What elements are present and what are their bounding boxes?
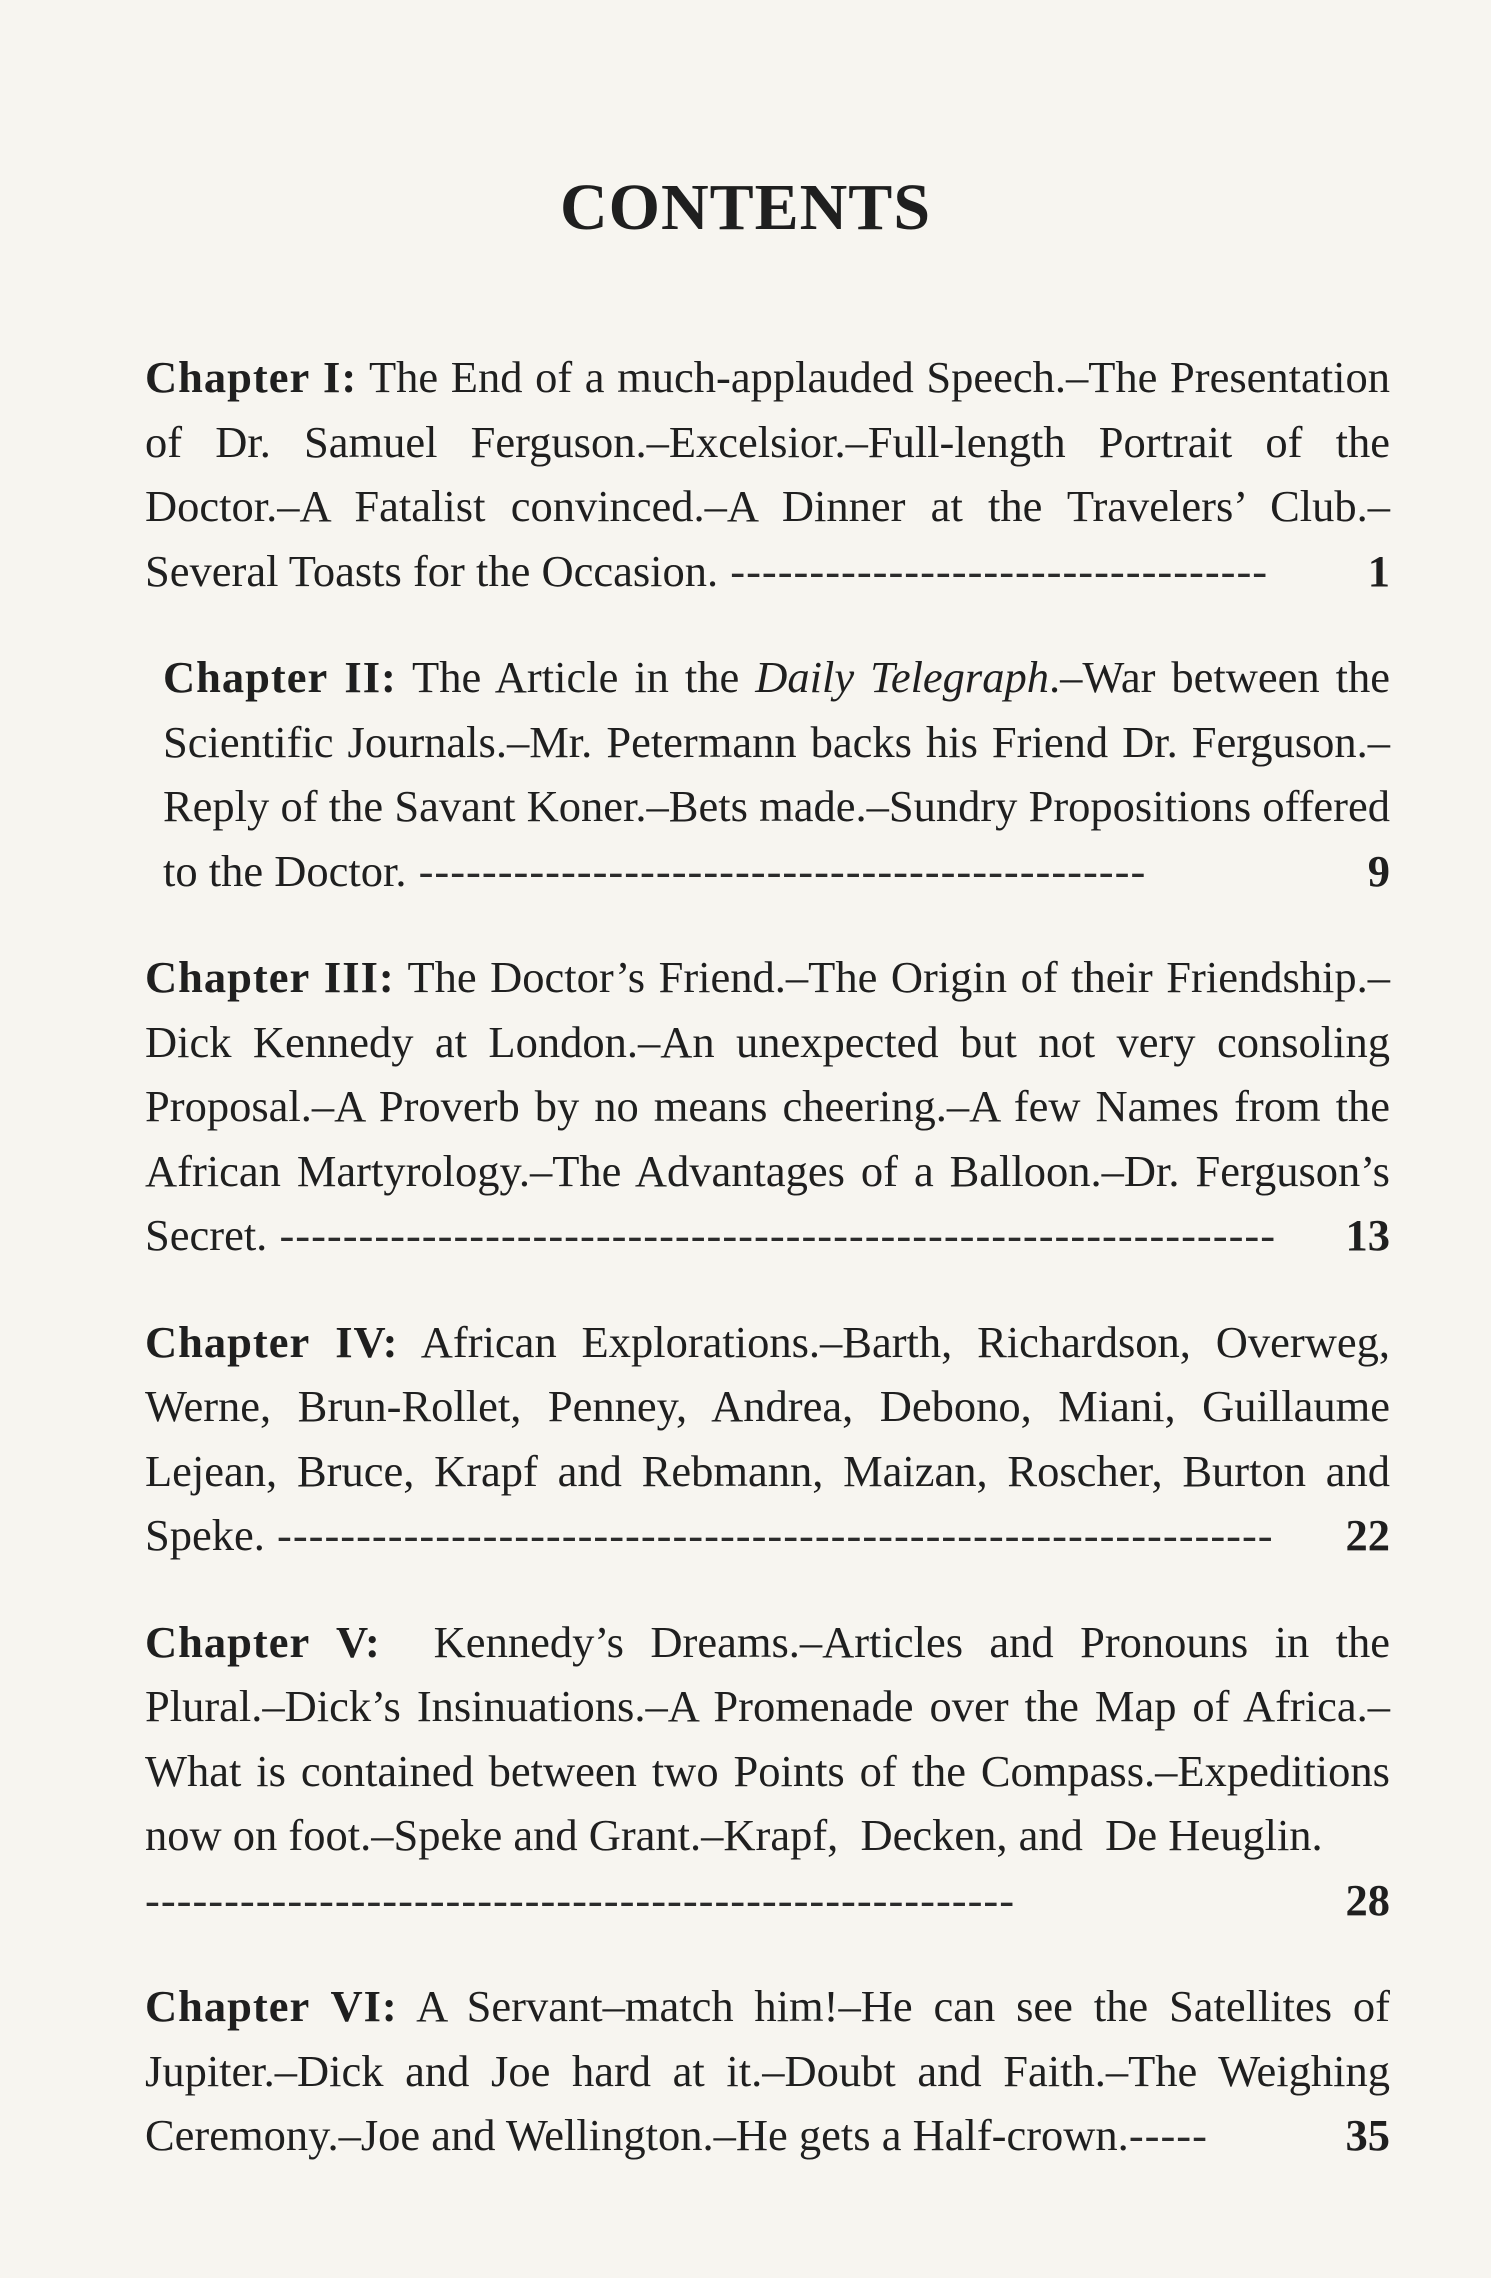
- chapter-label: Chapter II:: [163, 652, 397, 702]
- page-number: 1: [1367, 545, 1390, 596]
- page-number: 9: [1367, 845, 1390, 896]
- chapter-label: Chapter I:: [145, 352, 358, 402]
- dot-leader: -------------------------------------------------------: [145, 1874, 1016, 1925]
- dot-leader: ----------------------------------: [718, 545, 1269, 596]
- leader-line: [145, 1868, 1390, 1933]
- page-number: 13: [1345, 1210, 1390, 1260]
- chapter-description: The Doctor’s Friend.–The Origin of their Friendship.–Dick Kennedy at London.–An unexpected but not very consoling Proposal.–A Proverb by no means cheering.–A few Names from the African Martyrology.–The Advantages of a Balloon.–Dr. Ferguson’s Secret.: [145, 952, 1390, 1260]
- chapter-description-italic: Daily Telegraph: [755, 652, 1050, 702]
- table-of-contents: [145, 345, 1402, 2210]
- chapter-label: Chapter IV:: [145, 1316, 399, 1367]
- chapter-description: African Explorations.–Barth, Richardson, Overweg, Werne, Brun-Rollet, Penney, Andrea, Debono, Miani, Guillaume Lejean, Bruce, Krapf and Rebmann, Maizan, Roscher, Burton and Speke.: [145, 1316, 1390, 1560]
- dot-leader: ---------------------------------------------------------------: [264, 1510, 1274, 1560]
- chapter-label: Chapter V:: [145, 1616, 381, 1667]
- toc-entry-chapter-1[interactable]: [145, 345, 1390, 603]
- dot-leader: -----: [1128, 2110, 1208, 2160]
- page-number: 35: [1345, 2110, 1390, 2160]
- toc-entry-chapter-3[interactable]: [145, 945, 1390, 1268]
- chapter-description: A Servant–match him!–He can see the Satellites of Jupiter.–Dick and Joe hard at it.–Doubt and Faith.–The Weighing Ceremony.–Joe and Wellington.–He gets a Half-crown.: [145, 1981, 1391, 2160]
- dot-leader: ----------------------------------------------: [406, 845, 1147, 896]
- toc-entry-chapter-6[interactable]: [145, 1974, 1390, 2168]
- chapter-description-continued: .–War between the Scientific Journals.–Mr. Petermann backs his Friend Dr. Ferguson.–Reply of the Savant Koner.–Bets made.–Sundry Propositions offered to the Doctor.: [163, 652, 1391, 896]
- page-number: 28: [1345, 1874, 1390, 1925]
- chapter-description: Kennedy’s Dreams.–Articles and Pronouns in the Plural.–Dick’s Insinuations.–A Promenade over the Map of Africa.–What is contained between two Points of the Compass.–Expeditions now on foot.–Speke and Grant.–Krapf, Decken, and De Heuglin.: [145, 1616, 1402, 1860]
- chapter-description: The End of a much-applauded Speech.–The Presentation of Dr. Samuel Ferguson.–Excelsior.–Full-length Portrait of the Doctor.–A Fatalist convinced.–A Dinner at the Travelers’ Club.–Several Toasts for the Occasion.: [145, 352, 1390, 596]
- page-title: CONTENTS: [559, 171, 932, 244]
- toc-entry-chapter-2[interactable]: [145, 645, 1390, 903]
- chapter-label: Chapter III:: [145, 952, 395, 1002]
- toc-entry-chapter-5[interactable]: [145, 1610, 1402, 1933]
- chapter-label: Chapter VI:: [145, 1981, 398, 2031]
- toc-entry-chapter-4[interactable]: [145, 1310, 1390, 1568]
- page-number: 22: [1345, 1510, 1390, 1560]
- dot-leader: ---------------------------------------------------------------: [267, 1210, 1277, 1260]
- chapter-description: The Article in the: [396, 652, 756, 702]
